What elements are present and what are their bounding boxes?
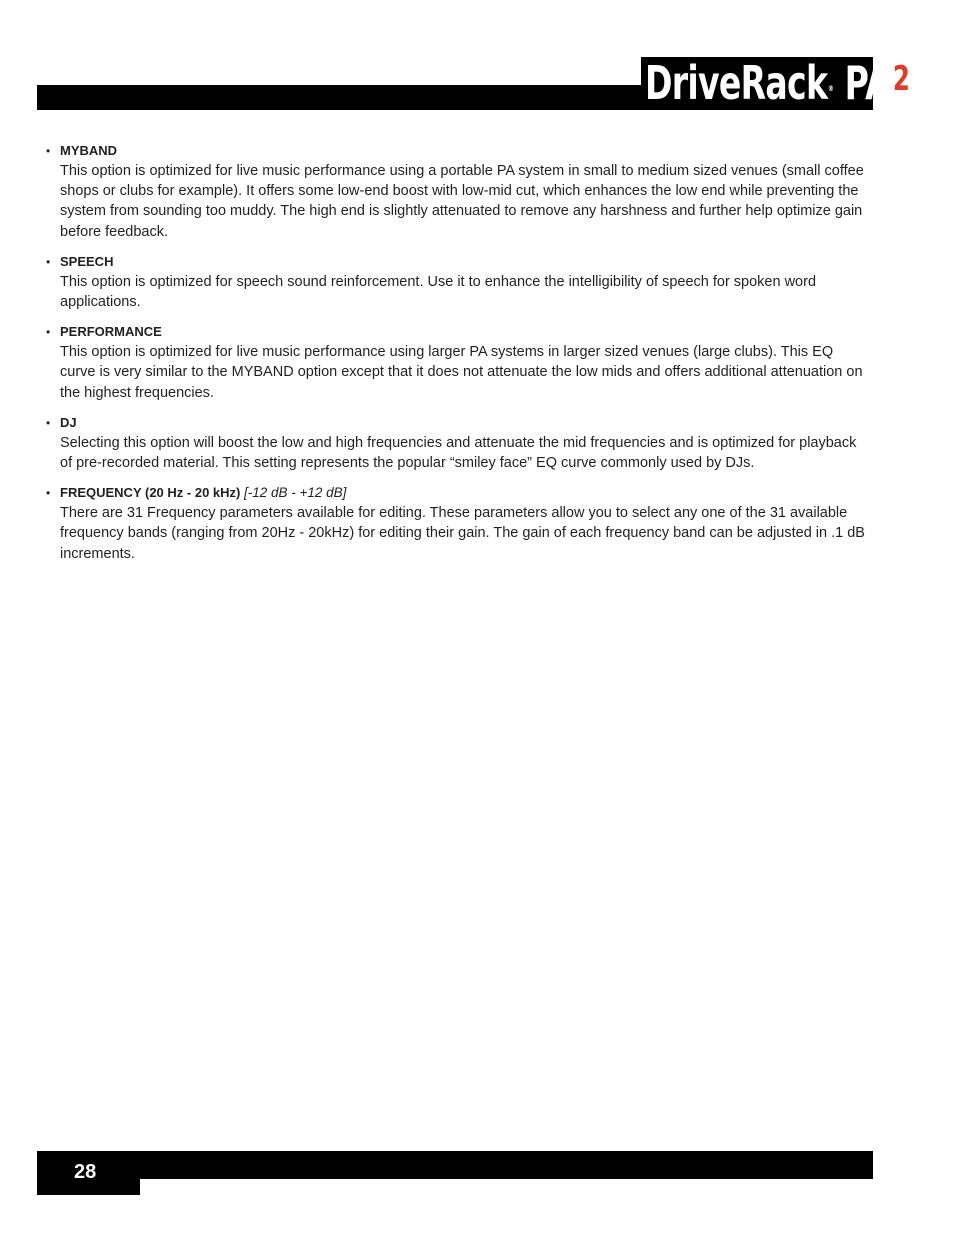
item-title [60,252,872,272]
bullet: • [46,325,51,340]
item-title-text: PERFORMANCE [60,324,162,340]
item-description: Selecting this option will boost the low and high frequencies and attenuate the mid frequencies and is optimized for playback of pre-recorded material. This setting represents the popular “smiley face” EQ curve commonly used by DJs. [60,434,857,472]
item-title-text: MYBAND [60,143,118,158]
list-item-performance [46,322,872,403]
item-title-text: DJ [60,414,77,430]
logo-superscript-2: 2 [892,59,910,99]
item-title [60,141,872,161]
item-title [60,413,872,433]
item-description: There are 31 Frequency parameters available for editing. These parameters allow you to select any one of the 31 available frequency bands (ranging from 20Hz - 20kHz) for editing their gain. The gain of each frequency band can be adjusted in .1 dB increments. [60,505,865,562]
page-number: 28 [74,1161,97,1183]
item-description: This option is optimized for live music performance using a portable PA system in small to medium sized venues (small coffee shops or clubs for example). It offers some low-end boost with low-mid cut, which enhances the low end while preventing the system from sounding too muddy. The high end is slightly attenuated to remove any harshness and further help optimize gain before feedback. [60,163,864,240]
logo-main-text: DriveRack [645,56,828,110]
item-range: [-12 dB - +12 dB] [243,485,347,501]
logo-pa-text: PA [833,56,890,110]
main-content [46,141,872,574]
bullet: • [46,415,51,430]
item-title-text: FREQUENCY (20 Hz - 20 kHz) [60,485,241,501]
bullet: • [46,254,51,269]
list-item-speech [46,252,872,312]
footer-bar [37,1151,873,1179]
item-description: This option is optimized for speech sound reinforcement. Use it to enhance the intelligibility of speech for spoken word applications. [60,273,817,311]
driverack-pa2-logo [645,56,909,110]
item-title-text: SPEECH [60,253,114,269]
logo-registered-mark: ® [827,84,834,93]
item-description: This option is optimized for live music performance using larger PA systems in larger sized venues (large clubs). This EQ curve is very similar to the MYBAND option except that it does not attenuate the low mids and offers additional attenuation on the highest frequencies. [60,344,863,401]
list-item-frequency [46,483,872,564]
item-title [60,322,872,342]
bullet: • [46,144,51,158]
bullet: • [46,486,51,501]
list-item-dj [46,413,872,473]
list-item-myband [46,141,872,242]
item-title [60,483,872,503]
